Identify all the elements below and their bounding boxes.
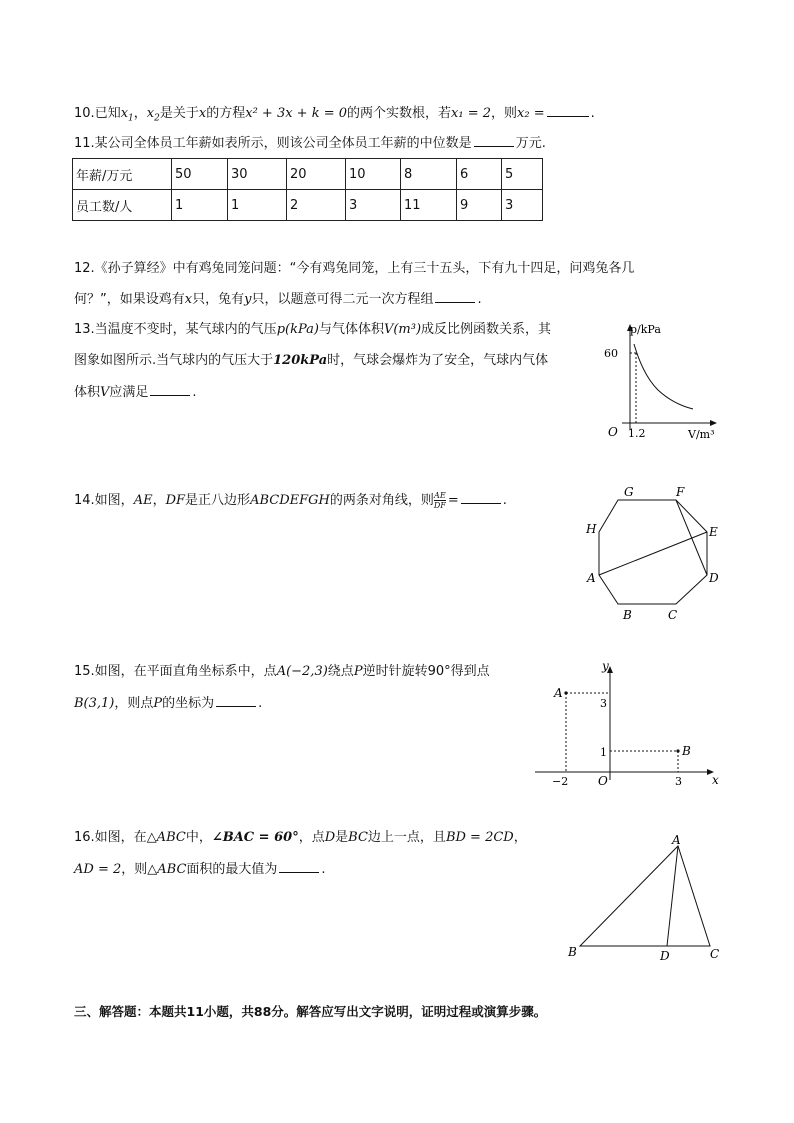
q15-answer-blank	[216, 694, 256, 707]
q14-label-c: C	[668, 608, 678, 622]
q13-text-d: 图象如图所示.当气球内的气压大于	[74, 353, 274, 368]
question-15-line-1	[74, 663, 490, 681]
q15-graph	[530, 658, 730, 788]
table-cell: 员工数/人	[73, 190, 172, 221]
q11-answer-blank	[474, 134, 514, 147]
q15-text-b: 绕点	[327, 664, 354, 679]
q15-point-b: B(3,1)	[74, 696, 115, 711]
q16-segment-ad	[667, 846, 678, 946]
q15-origin: O	[598, 774, 608, 788]
q16-label-b: B	[568, 945, 577, 959]
table-cell: 6	[457, 159, 502, 190]
table-cell: 3	[346, 190, 401, 221]
q13-volume: V(m³)	[383, 322, 422, 337]
q14-fraction: $\frac{AE}{DF}$	[433, 491, 446, 510]
q12-answer-blank	[435, 290, 475, 303]
q16-end: .	[321, 862, 326, 877]
q10-text-3: 的方程	[206, 106, 246, 121]
q16-triangle-abc	[580, 846, 710, 946]
q15-y-label: y	[602, 659, 609, 673]
q14-equals: =	[447, 493, 459, 508]
q13-value: 120kPa	[273, 353, 328, 368]
q16-ad: AD = 2	[74, 862, 122, 877]
q14-end: .	[502, 493, 507, 508]
q14-label-g: G	[624, 485, 634, 499]
q10-x2: $x_2$	[146, 106, 160, 124]
table-cell: 8	[401, 159, 457, 190]
table-row	[73, 190, 543, 221]
q15-label-a: A	[554, 686, 563, 700]
table-cell: 9	[457, 190, 502, 221]
q16-side-bc: BC	[348, 830, 368, 845]
q14-ae: AE	[133, 493, 153, 508]
q14-octagon-name: ABCDEFGH	[250, 493, 330, 508]
q16-label-d: D	[660, 949, 670, 963]
q13-graph	[598, 320, 728, 445]
q14-df: DF	[165, 493, 186, 508]
q13-answer-blank	[150, 383, 190, 396]
q16-text-f: ，则	[121, 862, 148, 877]
q14-label-e: E	[709, 525, 718, 539]
q14-text-a: 14.如图，	[74, 493, 134, 508]
q13-text-g: 应满足	[109, 385, 149, 400]
q13-var-v: V	[100, 385, 110, 400]
q15-tick-y3: 3	[600, 697, 607, 710]
q15-point-p-2: P	[153, 696, 163, 711]
q12-end: .	[477, 292, 482, 307]
q15-x-label: x	[712, 773, 719, 787]
q15-text-e: 的坐标为	[162, 696, 215, 711]
q16-label-c: C	[710, 947, 720, 961]
q16-text-b: 中，	[185, 830, 212, 845]
q15-point-a-dot	[564, 691, 567, 694]
q14-label-h: H	[586, 522, 597, 536]
q13-y-tick: 60	[604, 347, 618, 360]
q13-text-b: 与气体体积	[318, 322, 384, 337]
q13-pressure: p(kPa)	[276, 322, 319, 337]
q10-comma: ，	[133, 106, 147, 121]
q12-text-a: 何？”，如果设鸡有	[74, 292, 185, 307]
table-cell: 1	[228, 190, 287, 221]
table-cell: 20	[287, 159, 346, 190]
q10-var-x: x	[198, 106, 207, 121]
q13-text-a: 13.当温度不变时，某气球内的气压	[74, 322, 277, 337]
q10-end: .	[590, 106, 595, 121]
q14-label-f: F	[676, 485, 685, 499]
q15-point-p: P	[353, 664, 363, 679]
q13-y-label: p/kPa	[630, 323, 661, 336]
q15-tick-y1: 1	[600, 746, 607, 759]
q10-text-5: ，则	[491, 106, 518, 121]
q11-text: 11.某公司全体员工年薪如表所示，则该公司全体员工年薪的中位数是	[74, 136, 472, 151]
q15-label-b: B	[682, 744, 691, 758]
q10-condition: x₁ = 2	[451, 106, 492, 121]
q15-text-d: ，则点	[114, 696, 154, 711]
q16-text-c: ，点	[298, 830, 325, 845]
question-12-line-1	[74, 260, 634, 278]
q12-line-1: 12.《孙子算经》中有鸡兔同笼问题：“今有鸡兔同笼，上有三十五头，下有九十四足，问鸡兔各几	[74, 261, 635, 276]
q16-angle: ∠BAC = 60°	[211, 830, 299, 845]
question-13-line-2	[74, 352, 548, 370]
q14-comma: ，	[152, 493, 166, 508]
q13-end: .	[192, 385, 197, 400]
q14-diagonal-ae	[599, 532, 707, 575]
table-cell: 11	[401, 190, 457, 221]
q16-point-d: D	[324, 830, 336, 845]
question-13-line-3	[74, 383, 197, 402]
q13-curve	[634, 344, 693, 409]
q10-equation: x² + 3x + k = 0	[245, 106, 348, 121]
table-cell: 50	[172, 159, 228, 190]
q14-label-a: A	[587, 571, 596, 585]
q10-answer-blank	[547, 104, 589, 117]
q14-label-d: D	[709, 571, 719, 585]
q15-point-a: A(−2,3)	[276, 664, 328, 679]
q16-text-g: 面积的最大值为	[186, 862, 278, 877]
table-cell: 5	[502, 159, 543, 190]
q16-triangle-figure	[562, 830, 732, 965]
question-14	[74, 491, 507, 510]
q15-end: .	[258, 696, 263, 711]
salary-table	[72, 158, 543, 221]
q15-point-b-dot	[676, 749, 679, 752]
question-10	[74, 104, 595, 128]
table-cell: 3	[502, 190, 543, 221]
q10-text-4: 的两个实数根，若	[347, 106, 452, 121]
q14-text-c: 的两条对角线，则	[329, 493, 434, 508]
q13-x-label: V/m³	[688, 428, 715, 441]
q14-diagonal-df	[676, 500, 707, 575]
q16-triangle-2: △ABC	[147, 862, 187, 877]
q15-text-c: 逆时针旋转90°得到点	[362, 664, 490, 679]
q13-text-c: 成反比例函数关系，其	[421, 322, 552, 337]
q12-var-y: y	[244, 292, 252, 307]
q14-answer-blank	[461, 491, 501, 504]
q14-octagon-figure	[583, 482, 723, 627]
q15-text-a: 15.如图，在平面直角坐标系中，点	[74, 664, 277, 679]
q13-text-f: 体积	[74, 385, 101, 400]
table-cell: 10	[346, 159, 401, 190]
q11-end: 万元.	[515, 136, 546, 151]
q10-text-2: 是关于	[159, 106, 199, 121]
q14-octagon	[599, 500, 707, 604]
q12-var-x: x	[184, 292, 193, 307]
q13-origin: O	[608, 425, 618, 439]
q10-ask: x₂ =	[517, 106, 545, 121]
table-cell: 年薪/万元	[73, 159, 172, 190]
q16-text-a: 16.如图，在	[74, 830, 147, 845]
q15-tick-x3: 3	[675, 775, 682, 788]
q10-text-1: 已知	[94, 106, 121, 121]
question-13-line-1	[74, 321, 551, 339]
q13-x-arrow	[710, 420, 717, 426]
question-15-line-2	[74, 694, 262, 713]
q15-tick-xm2: −2	[552, 775, 569, 788]
q10-x1: $x_1$	[120, 106, 134, 124]
q16-answer-blank	[279, 860, 319, 873]
question-12-line-2	[74, 290, 482, 309]
question-16-line-1	[74, 829, 527, 847]
q16-relation: BD = 2CD	[445, 830, 514, 845]
table-cell: 1	[172, 190, 228, 221]
q16-comma: ，	[513, 830, 527, 845]
q16-text-d: 是	[335, 830, 349, 845]
q13-text-e: 时，气球会爆炸为了安全，气球内气体	[327, 353, 549, 368]
q16-triangle: △ABC	[146, 830, 186, 845]
q12-text-c: 只，以题意可得二元一次方程组	[251, 292, 434, 307]
q16-text-e: 边上一点，且	[367, 830, 446, 845]
q12-text-b: 只，兔有	[192, 292, 245, 307]
q10-number: 10.	[74, 106, 95, 121]
table-cell: 30	[228, 159, 287, 190]
q14-label-b: B	[623, 608, 632, 622]
question-11	[74, 134, 546, 153]
question-16-line-2	[74, 860, 326, 879]
q16-label-a: A	[672, 833, 681, 847]
q14-text-b: 是正八边形	[185, 493, 251, 508]
table-row	[73, 159, 543, 190]
table-cell: 2	[287, 190, 346, 221]
q13-x-tick: 1.2	[628, 427, 646, 440]
section-3-heading: 三、解答题：本题共11小题，共88分。解答应写出文字说明，证明过程或演算步骤。	[74, 1004, 547, 1019]
